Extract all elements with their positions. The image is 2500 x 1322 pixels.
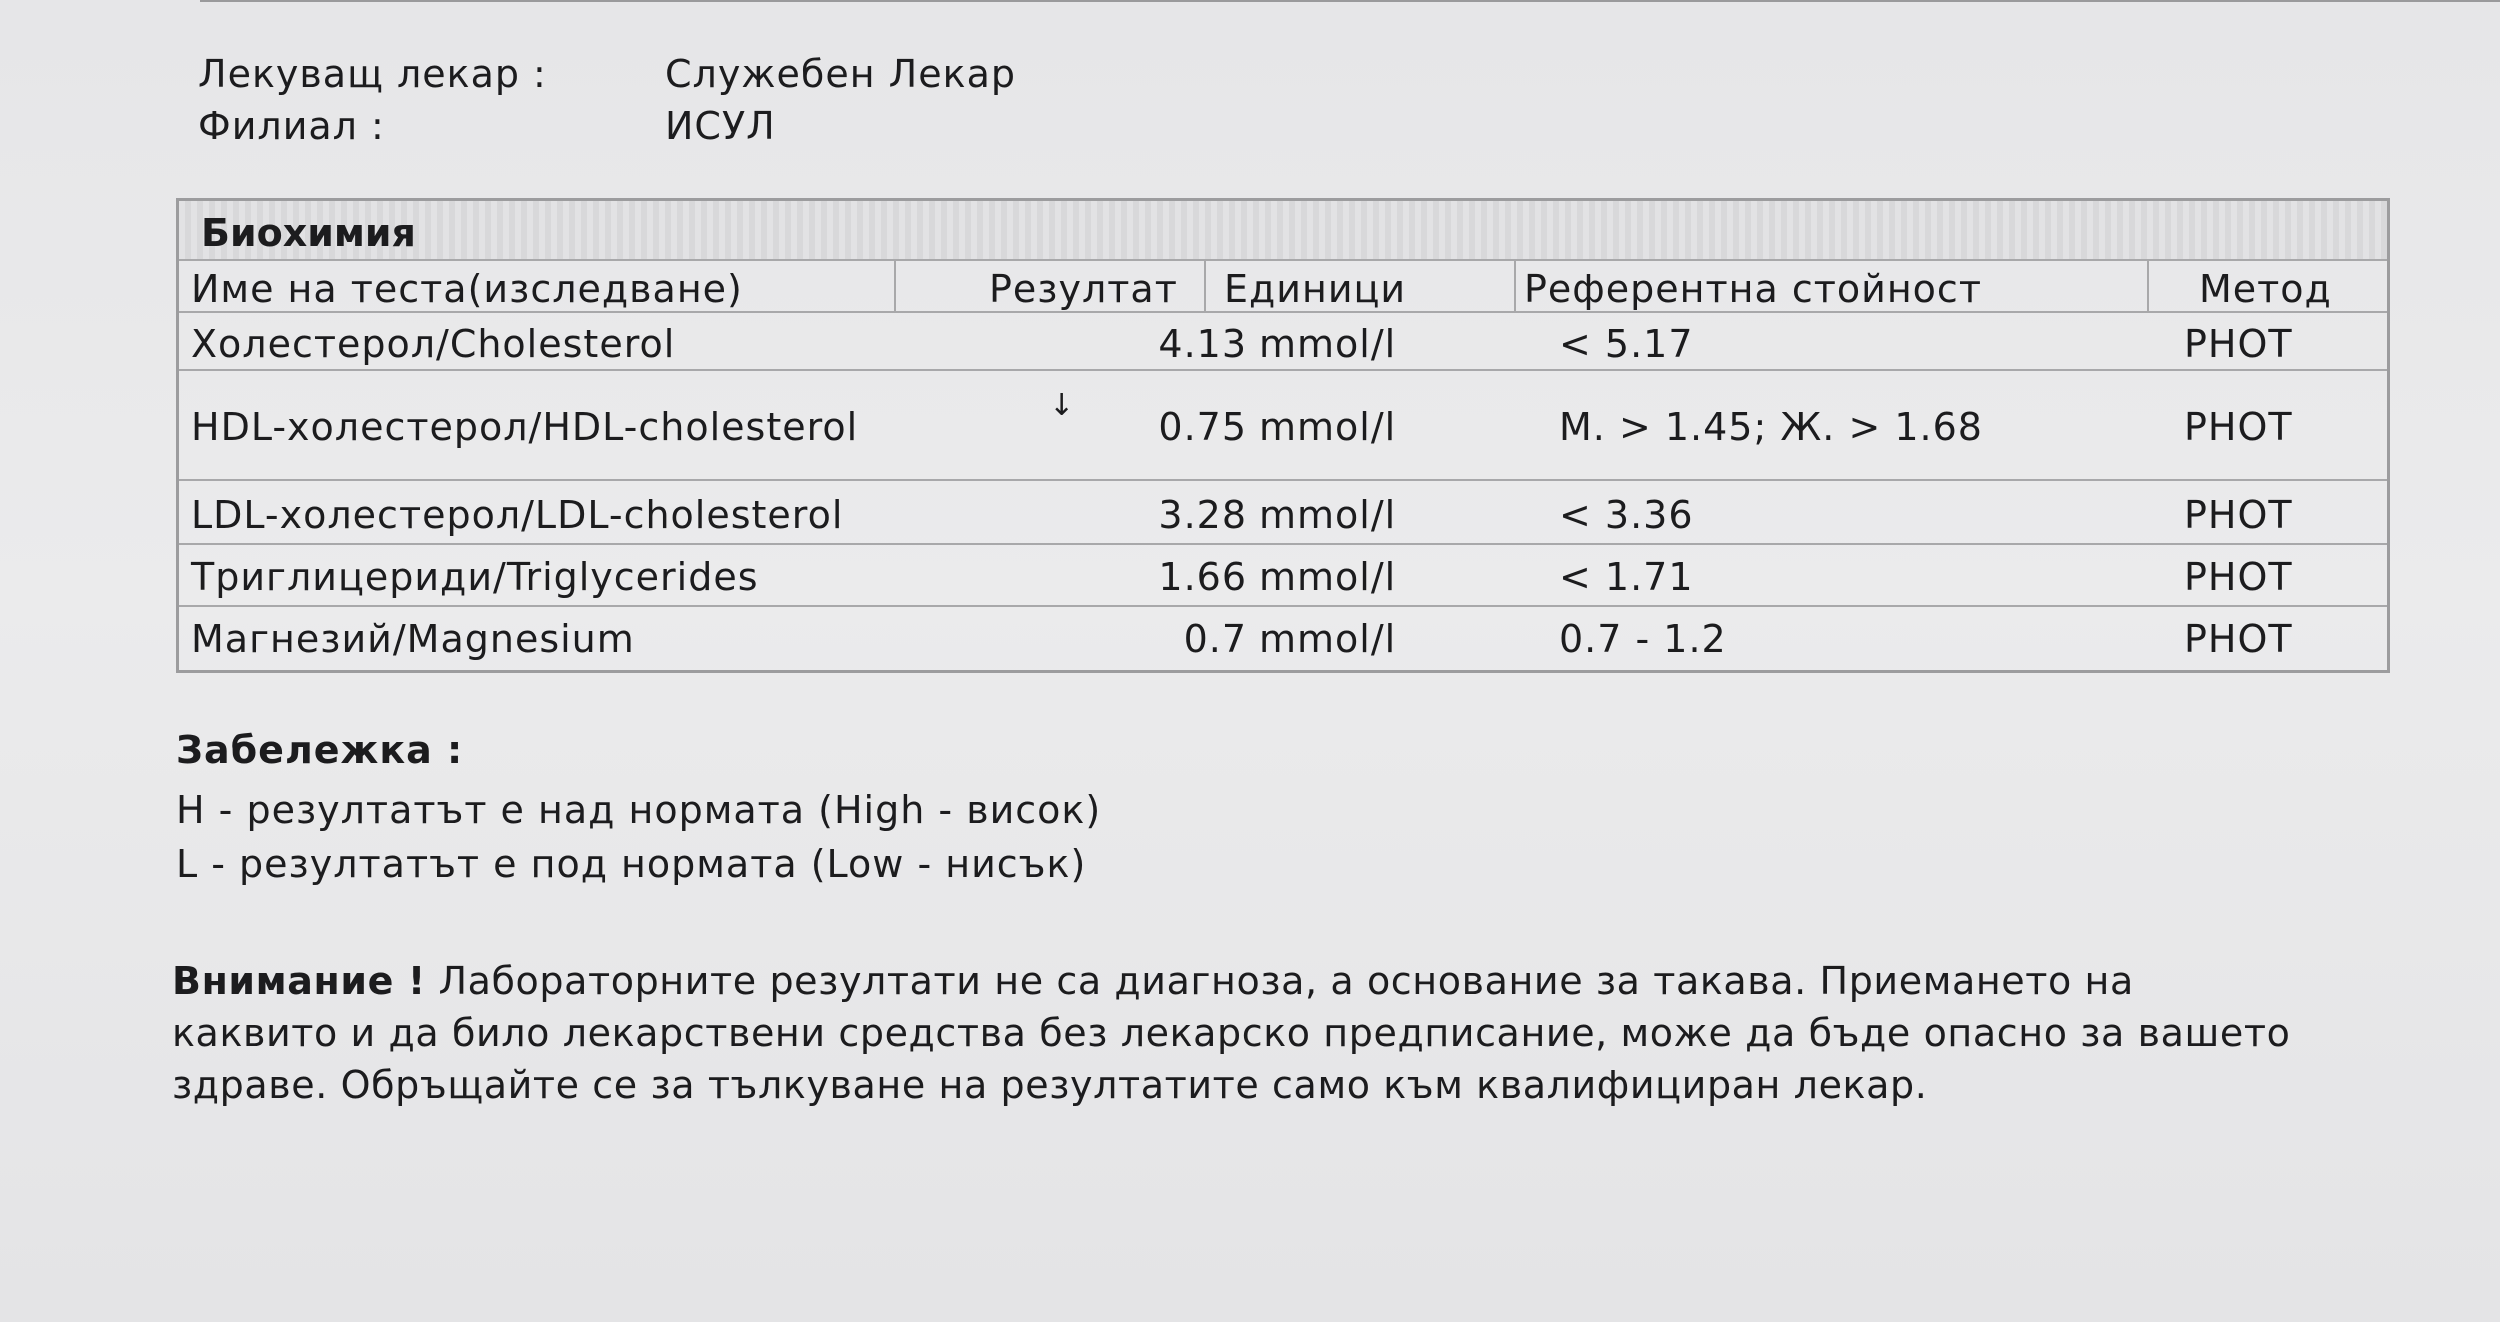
low-flag-arrow-icon: ↓ bbox=[1049, 388, 1076, 423]
test-method: PHOT bbox=[2184, 405, 2293, 449]
note-low: L - резултатът е под нормата (Low - нисък) bbox=[176, 842, 1087, 886]
test-method: PHOT bbox=[2184, 493, 2293, 537]
test-units: mmol/l bbox=[1259, 555, 1397, 599]
test-units: mmol/l bbox=[1259, 322, 1397, 366]
section-header bbox=[179, 201, 2387, 261]
column-result: Резултат bbox=[989, 267, 1178, 311]
table-row bbox=[179, 481, 2387, 545]
test-name: Холестерол/Cholesterol bbox=[191, 322, 676, 366]
results-table bbox=[176, 198, 2390, 673]
column-headers bbox=[179, 259, 2387, 313]
branch-value: ИСУЛ bbox=[665, 104, 776, 148]
table-row bbox=[179, 313, 2387, 371]
column-name: Име на теста(изследване) bbox=[191, 267, 743, 311]
test-method: PHOT bbox=[2184, 322, 2293, 366]
test-reference: < 5.17 bbox=[1559, 322, 1694, 366]
test-name: LDL-холестерол/LDL-cholesterol bbox=[191, 493, 844, 537]
warning-label: Внимание ! bbox=[172, 959, 426, 1003]
table-row bbox=[179, 545, 2387, 607]
warning-paragraph bbox=[172, 955, 2292, 1111]
note-high: H - резултатът е над нормата (High - висок) bbox=[176, 788, 1102, 832]
test-reference: < 1.71 bbox=[1559, 555, 1694, 599]
test-result: 0.75 bbox=[1158, 405, 1247, 449]
column-divider bbox=[1204, 259, 1206, 311]
column-divider bbox=[894, 259, 896, 311]
test-reference: 0.7 - 1.2 bbox=[1559, 617, 1727, 661]
test-name: Магнезий/Magnesium bbox=[191, 617, 635, 661]
column-divider bbox=[1514, 259, 1516, 311]
test-result: 1.66 bbox=[1158, 555, 1247, 599]
column-reference: Референтна стойност bbox=[1524, 267, 1982, 311]
test-reference: < 3.36 bbox=[1559, 493, 1694, 537]
page-top-rule bbox=[200, 0, 2500, 2]
test-units: mmol/l bbox=[1259, 617, 1397, 661]
test-result: 3.28 bbox=[1158, 493, 1247, 537]
notes-title: Забележка : bbox=[176, 728, 464, 772]
test-name: HDL-холестерол/HDL-cholesterol bbox=[191, 405, 859, 449]
branch-label: Филиал : bbox=[198, 104, 385, 148]
table-row bbox=[179, 371, 2387, 481]
table-row bbox=[179, 607, 2387, 670]
column-method: Метод bbox=[2199, 267, 2332, 311]
warning-text: Лабораторните резултати не са диагноза, а основание за такава. Приемането на каквито и да било лекарствени средства без лекарско предписание, може да бъде опасно за вашето здраве. Обръщайте се за тълкуване на резултатите само към квалифициран лекар. bbox=[172, 959, 2291, 1107]
test-method: PHOT bbox=[2184, 555, 2293, 599]
test-units: mmol/l bbox=[1259, 493, 1397, 537]
test-method: PHOT bbox=[2184, 617, 2293, 661]
test-units: mmol/l bbox=[1259, 405, 1397, 449]
doctor-value: Служебен Лекар bbox=[665, 52, 1016, 96]
test-reference: М. > 1.45; Ж. > 1.68 bbox=[1559, 405, 1983, 449]
test-result: 0.7 bbox=[1183, 617, 1247, 661]
section-title: Биохимия bbox=[201, 211, 416, 255]
column-units: Единици bbox=[1224, 267, 1407, 311]
doctor-label: Лекуващ лекар : bbox=[198, 52, 547, 96]
test-result: 4.13 bbox=[1158, 322, 1247, 366]
test-name: Триглицериди/Triglycerides bbox=[191, 555, 759, 599]
column-divider bbox=[2147, 259, 2149, 311]
